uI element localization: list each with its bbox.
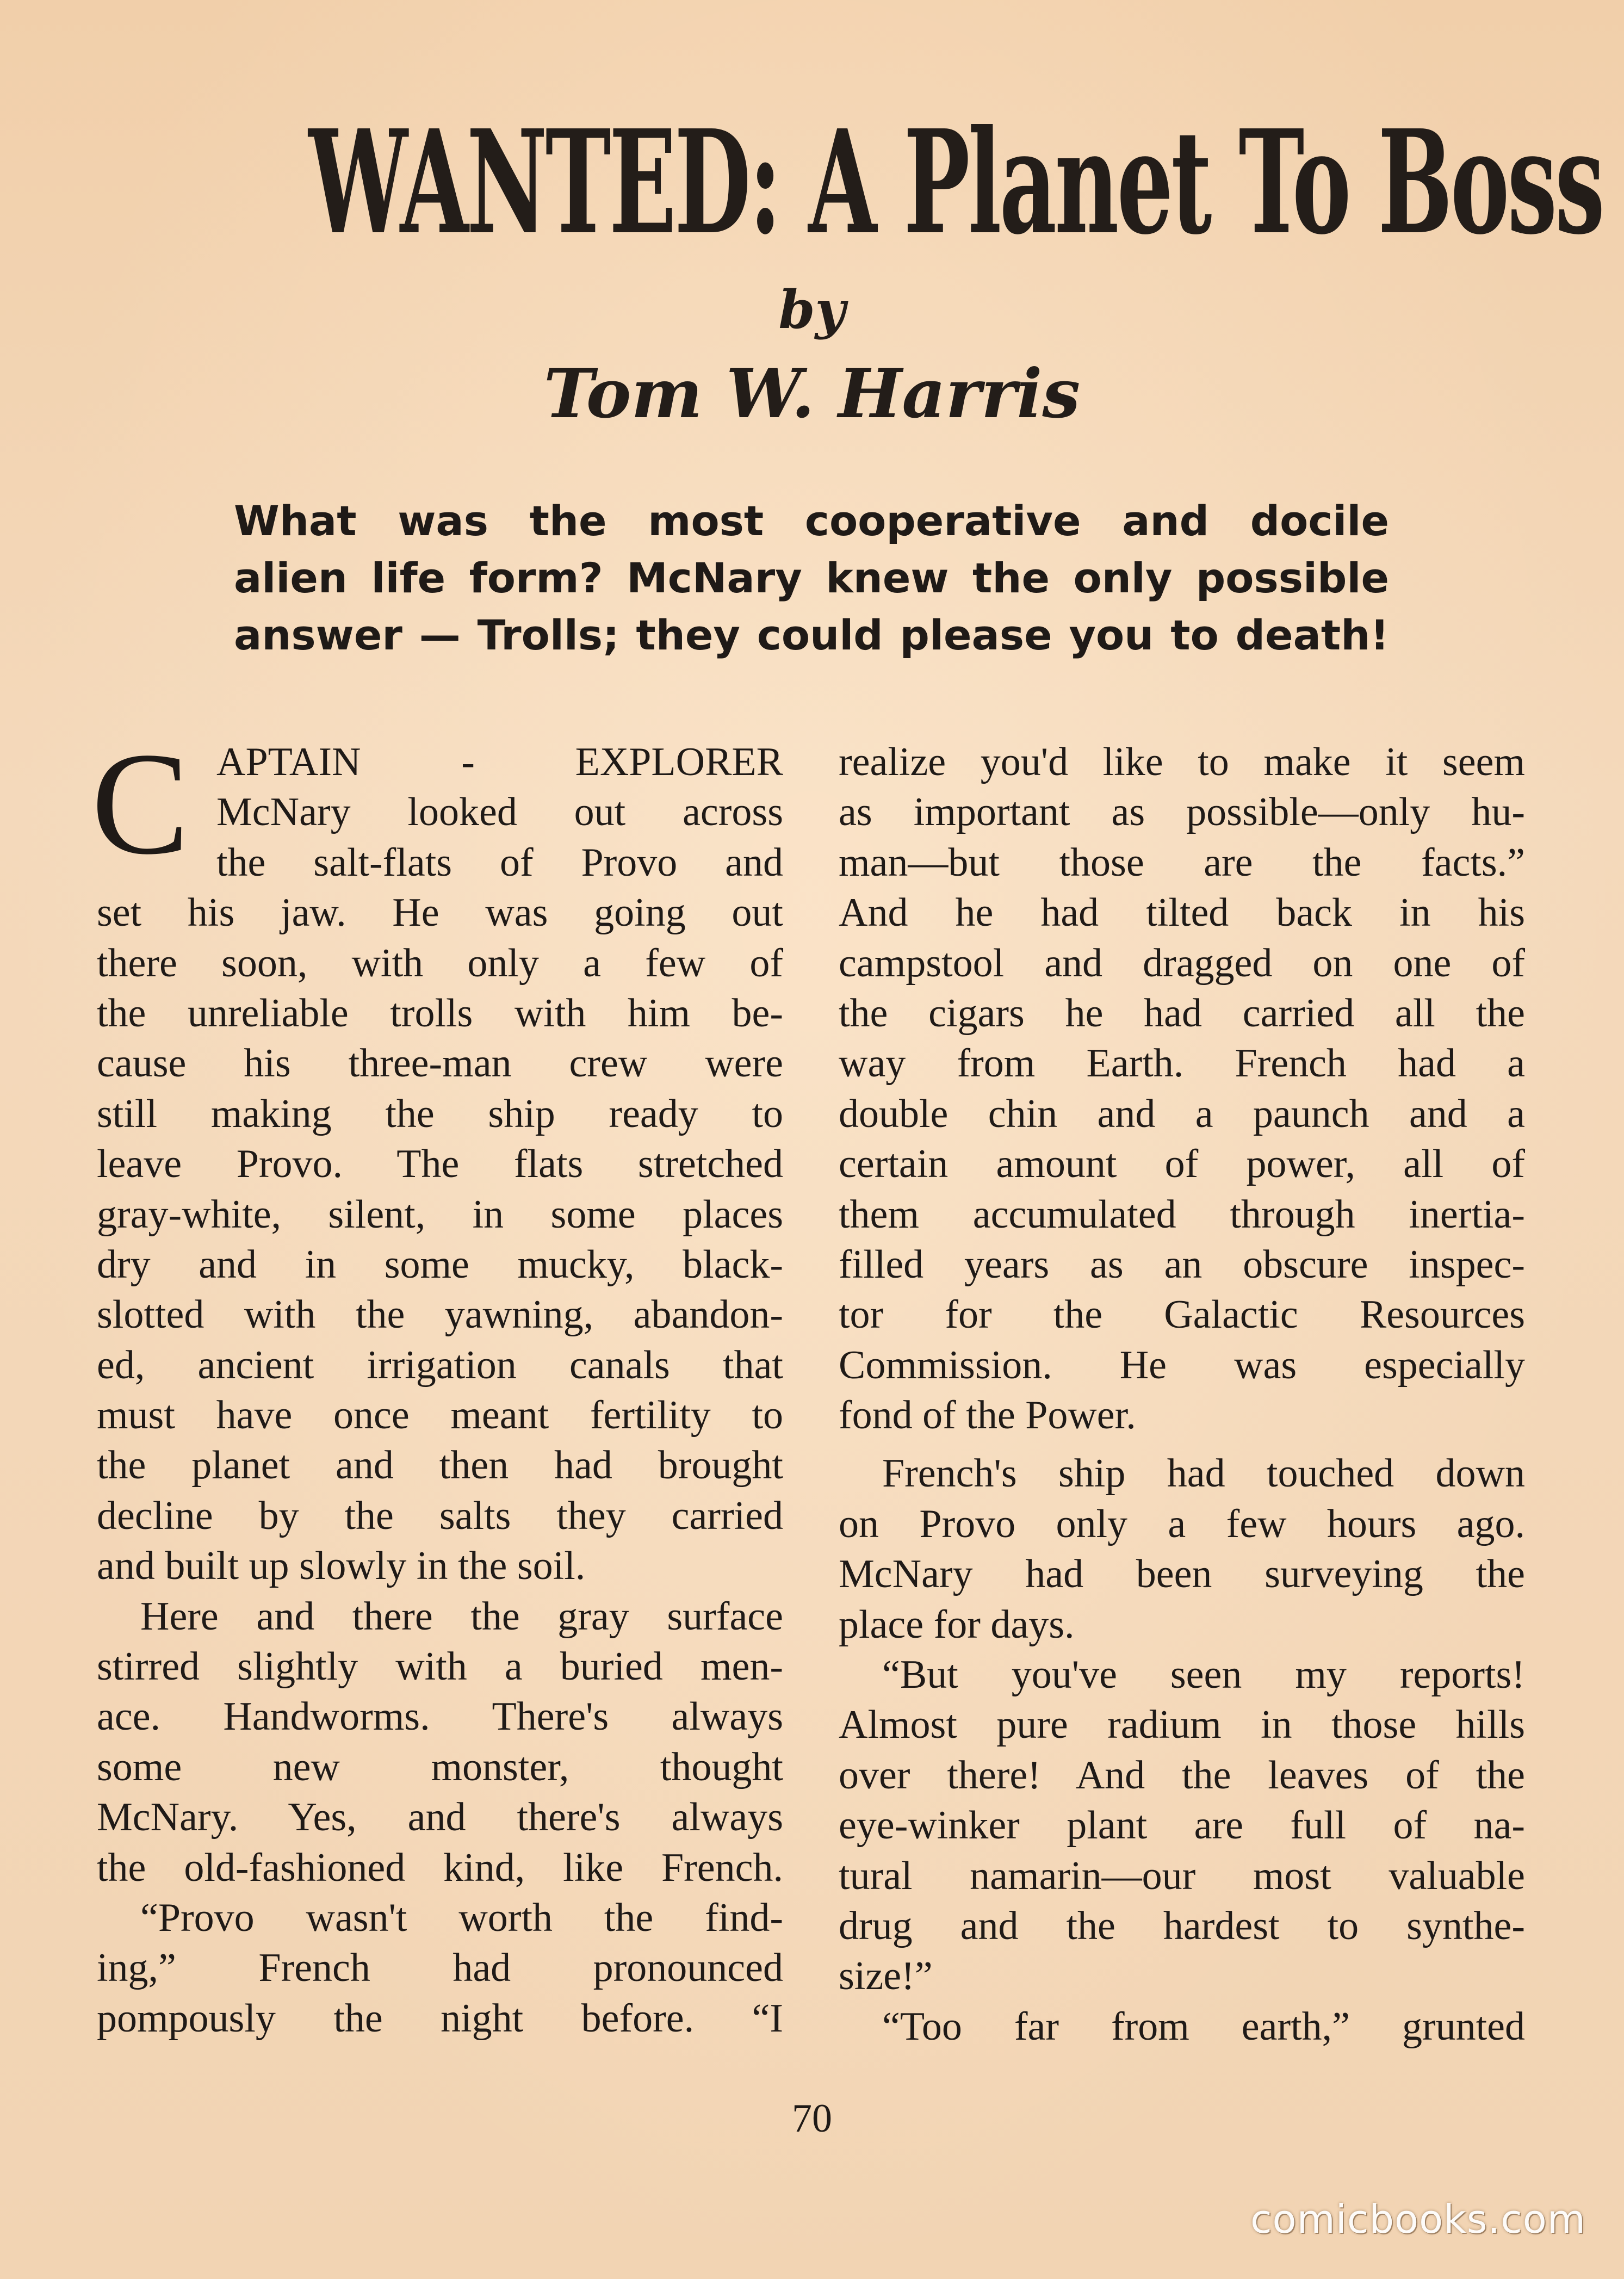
- text-line: campstool and dragged on one of: [839, 940, 1525, 986]
- text-line: Commission. He was especially: [839, 1342, 1525, 1388]
- page-number: 70: [792, 2096, 832, 2141]
- text-line: the cigars he had carried all the: [839, 990, 1525, 1036]
- text-line: way from Earth. French had a: [839, 1041, 1525, 1086]
- text-line: decline by the salts they carried: [97, 1493, 783, 1538]
- text-line: drug and the hardest to synthe-: [839, 1903, 1525, 1948]
- text-line: double chin and a paunch and a: [839, 1091, 1525, 1136]
- text-line: “But you've seen my reports!: [882, 1652, 1525, 1698]
- text-line: Almost pure radium in those hills: [839, 1702, 1525, 1748]
- text-line: eye-winker plant are full of na-: [839, 1803, 1525, 1848]
- text-line: ace. Handworms. There's always: [97, 1694, 783, 1739]
- drop-cap: C: [91, 722, 190, 885]
- text-line: still making the ship ready to: [97, 1091, 783, 1136]
- author-name: Tom W. Harris: [543, 355, 1081, 433]
- watermark: comicbooks.com: [1250, 2196, 1586, 2242]
- story-deck: [234, 492, 1389, 664]
- text-line: and built up slowly in the soil.: [97, 1544, 586, 1589]
- text-line: them accumulated through inertia-: [839, 1192, 1525, 1237]
- right-column: [839, 737, 1525, 2052]
- text-line: filled years as an obscure inspec-: [839, 1242, 1525, 1287]
- text-line: on Provo only a few hours ago.: [839, 1501, 1525, 1546]
- deck-line: alien life form? McNary knew the only possible: [234, 554, 1389, 602]
- text-line: gray-white, silent, in some places: [97, 1192, 783, 1237]
- text-line: place for days.: [839, 1602, 1075, 1647]
- text-line: “Too far from earth,” grunted: [882, 2004, 1525, 2049]
- text-line: leave Provo. The flats stretched: [97, 1142, 783, 1187]
- text-line: And he had tilted back in his: [839, 890, 1525, 936]
- deck-line: answer — Trolls; they could please you to death!: [234, 611, 1389, 659]
- text-line: fond of the Power.: [839, 1393, 1136, 1438]
- text-line: the planet and then had brought: [97, 1443, 783, 1488]
- text-line: slotted with the yawning, abandon-: [97, 1292, 783, 1337]
- text-line: ing,” French had pronounced: [97, 1946, 783, 1991]
- text-line: “Provo wasn't worth the find-: [140, 1895, 783, 1940]
- text-line: size!”: [839, 1954, 933, 1999]
- text-line: McNary. Yes, and there's always: [97, 1795, 783, 1840]
- text-line: some new monster, thought: [97, 1744, 783, 1789]
- byline: by: [778, 279, 846, 340]
- deck-line: What was the most cooperative and docile: [234, 497, 1389, 545]
- text-line: as important as possible—only hu-: [839, 790, 1525, 835]
- text-line: the old-fashioned kind, like French.: [97, 1845, 783, 1890]
- text-line: set his jaw. He was going out: [97, 890, 783, 936]
- text-line: McNary looked out across: [216, 790, 783, 835]
- text-line: must have once meant fertility to: [97, 1393, 783, 1438]
- text-line: cause his three-man crew were: [97, 1041, 783, 1086]
- text-line: McNary had been surveying the: [839, 1552, 1525, 1597]
- story-title: WANTED: A Planet To Boss: [308, 98, 1603, 266]
- text-line: the salt-flats of Provo and: [216, 840, 783, 885]
- text-line: certain amount of power, all of: [839, 1142, 1525, 1187]
- text-line: over there! And the leaves of the: [839, 1752, 1525, 1798]
- text-line: tor for the Galactic Resources: [839, 1292, 1525, 1337]
- text-line: tural namarin—our most valuable: [839, 1853, 1525, 1898]
- paragraph-gap: [839, 1440, 1525, 1448]
- text-line: APTAIN - EXPLORER: [216, 740, 783, 784]
- text-line: man—but those are the facts.”: [839, 840, 1525, 885]
- text-line: the unreliable trolls with him be-: [97, 990, 783, 1036]
- text-line: ed, ancient irrigation canals that: [97, 1342, 783, 1388]
- text-line: there soon, with only a few of: [97, 940, 783, 986]
- text-line: realize you'd like to make it seem: [839, 740, 1525, 784]
- text-line: dry and in some mucky, black-: [97, 1242, 783, 1287]
- text-line: French's ship had touched down: [882, 1451, 1525, 1496]
- text-line: Here and there the gray surface: [140, 1594, 783, 1639]
- text-line: stirred slightly with a buried men-: [97, 1644, 783, 1689]
- left-column: [97, 737, 783, 2043]
- text-line: pompously the night before. “I: [97, 1996, 783, 2041]
